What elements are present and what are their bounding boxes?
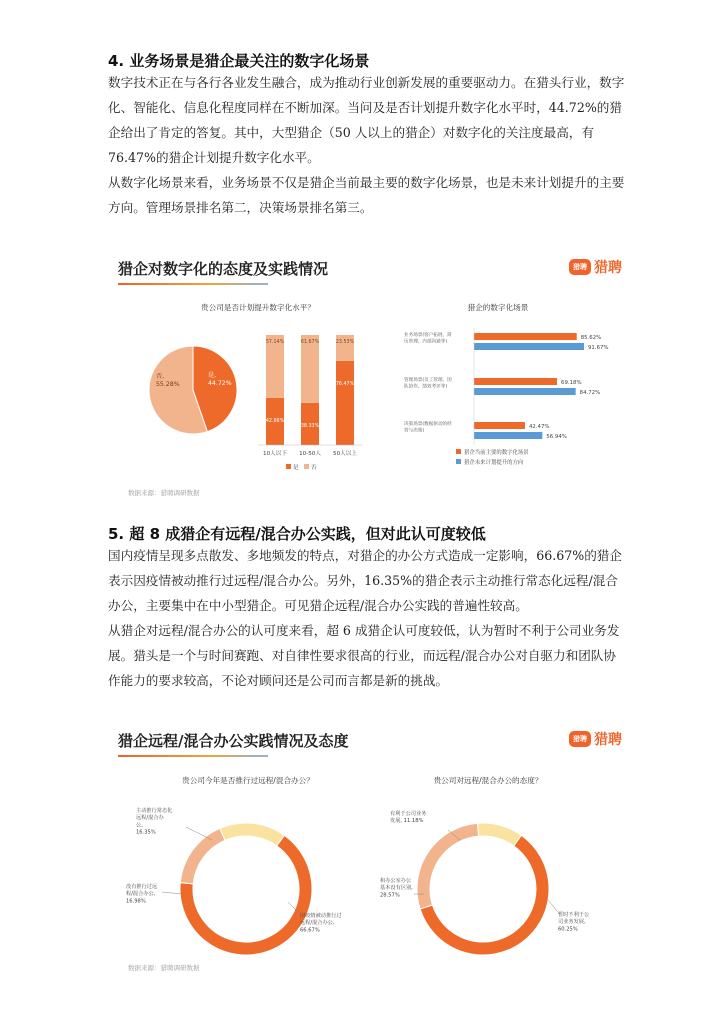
stacked-bar-否 [336, 335, 354, 361]
hbar-label: 69.18% [561, 380, 582, 386]
donut-slice [417, 823, 479, 909]
figure-1-source: 数据来源：猎聘调研数据 [128, 489, 200, 497]
stacked-bar-label: 76.47% [335, 381, 355, 387]
stacked-bar-category: 10-50人 [299, 451, 321, 457]
hbar-0 [474, 422, 525, 429]
hbar-category: 业务场景(客户拓展、简历管理、内部沟通等) [404, 333, 452, 345]
hbar-label: 91.67% [588, 345, 609, 351]
legend-label: 否 [311, 465, 317, 471]
section-4-para-1: 数字技术正在与各行各业发生融合，成为推动行业创新发展的重要驱动力。在猎头行业，数字化、智能化、信息化程度同样在不断加深。当问及是否计划提升数字化水平时，44.72%的猎企给出了肯定的答复。其中，大型猎企（50 人以上的猎企）对数字化的关注度最高，有76.47%的猎企计划提升数字化水平。 [108, 75, 625, 165]
chart-4-title: 贵公司今年是否推行过远程/混合办公？ [182, 776, 314, 785]
logo-badge-icon: 猎聘 [569, 731, 591, 747]
stacked-bar-label: 57.14% [265, 340, 285, 345]
figure-2-source: 数据来源：猎聘调研数据 [128, 964, 200, 972]
hbar-0 [474, 378, 557, 385]
section-4-paragraphs [108, 70, 628, 220]
hbar-label: 85.62% [580, 335, 602, 341]
donut-slice [220, 823, 284, 846]
chart-1-title: 贵公司是否计划提升数字化水平？ [201, 303, 315, 312]
donut-slice [478, 823, 522, 846]
stacked-bar-label: 42.86% [265, 418, 285, 424]
hbar-label: 56.94% [546, 434, 567, 440]
hbar-1 [474, 388, 576, 395]
donut-slice-label: 没有推行过远程/混合办公, 16.98% [126, 884, 158, 905]
figure-2-svg [108, 722, 628, 967]
logo-text: 猎聘 [594, 732, 622, 748]
figure-1 [108, 250, 628, 505]
leader-line [162, 892, 182, 894]
section-4-para-2: 从数字化场景来看，业务场景不仅是猎企当前最主要的数字化场景，也是未来计划提升的主要方向。管理场景排名第二，决策场景排名第三。 [108, 175, 625, 215]
donut-slice-label: 和办公室办公基本没有区别, 28.57% [380, 878, 413, 899]
legend-swatch [456, 459, 461, 464]
donut-slice-label: 因疫情被动推行过远程/混合办公, 66.67% [300, 913, 342, 934]
legend-label: 是 [293, 465, 299, 471]
legend-label: 猎企未来计划提升的方向 [464, 460, 524, 466]
figure-1-title: 猎企对数字化的态度及实践情况 [118, 260, 329, 278]
stacked-bar-是 [336, 361, 354, 445]
donut-slice-label: 暂时不利于公司业务发展, 60.25% [558, 912, 590, 933]
stacked-bar-否 [301, 335, 319, 403]
hbar-category: 决策场景(数据驱动的经营与决策) [404, 422, 452, 434]
section-5-para-1: 国内疫情呈现多点散发、多地频发的特点，对猎企的办公方式造成一定影响，66.67%的猎企表示因疫情被动推行过远程/混合办公。另外，16.35%的猎企表示主动推行常态化远程/混合办公，主要集中在中小型猎企。可见猎企远程/混合办公实践的普遍性较高。 [108, 548, 622, 613]
hbar-category: 管理场景(员工管理、团队协作、绩效考评等) [404, 378, 452, 390]
figure-2 [108, 722, 628, 982]
legend-swatch [286, 464, 291, 469]
stacked-bar-label: 61.67% [300, 340, 320, 345]
legend-label: 猎企当前主要的数字化场景 [464, 450, 529, 456]
figure-2-title: 猎企远程/混合办公实践情况及态度 [118, 732, 349, 750]
hbar-label: 84.72% [579, 390, 601, 396]
legend-swatch [304, 464, 309, 469]
stacked-bar-label: 38.33% [300, 423, 320, 429]
stacked-bar-category: 50人以上 [333, 451, 357, 457]
stacked-bar-label: 23.53% [335, 340, 355, 345]
section-4-title: 4. 业务场景是猎企最关注的数字化场景 [108, 52, 370, 70]
logo-badge-icon: 猎聘 [569, 259, 591, 275]
pie-slice-label: 是, 44.72% [208, 372, 232, 388]
hbar-0 [474, 333, 577, 340]
donut-slice [180, 828, 225, 883]
section-5-paragraphs [108, 543, 628, 693]
leader-line [186, 827, 212, 840]
section-5-para-2: 从猎企对远程/混合办公的认可度来看，超 6 成猎企认可度较低，认为暂时不利于公司业务发展。猎头是一个与时间赛跑、对自律性要求很高的行业，而远程/混合办公对自驱力和团队协作能力的要求较高，不论对顾问还是公司而言都是新的挑战。 [108, 623, 620, 688]
leader-line [548, 900, 558, 912]
logo-text: 猎聘 [594, 260, 622, 276]
legend-swatch [456, 449, 461, 454]
donut-slice-label: 主动推行常态化远程/混合办公, 16.35% [136, 808, 173, 836]
hbar-1 [474, 343, 584, 350]
hbar-1 [474, 432, 542, 439]
stacked-bar-category: 10人以下 [263, 451, 287, 457]
chart-5-title: 贵公司对远程/混合办公的态度？ [433, 776, 543, 785]
donut-slice-label: 有利于公司业务发展, 11.18% [390, 811, 427, 825]
pie-slice-label: 否, 55.28% [156, 373, 180, 389]
figure-1-svg [108, 250, 628, 490]
hbar-label: 42.47% [528, 424, 550, 430]
section-5-title: 5. 超 8 成猎企有远程/混合办公实践，但对此认可度较低 [108, 525, 486, 543]
chart-3-title: 猎企的数字化场景 [467, 303, 529, 312]
